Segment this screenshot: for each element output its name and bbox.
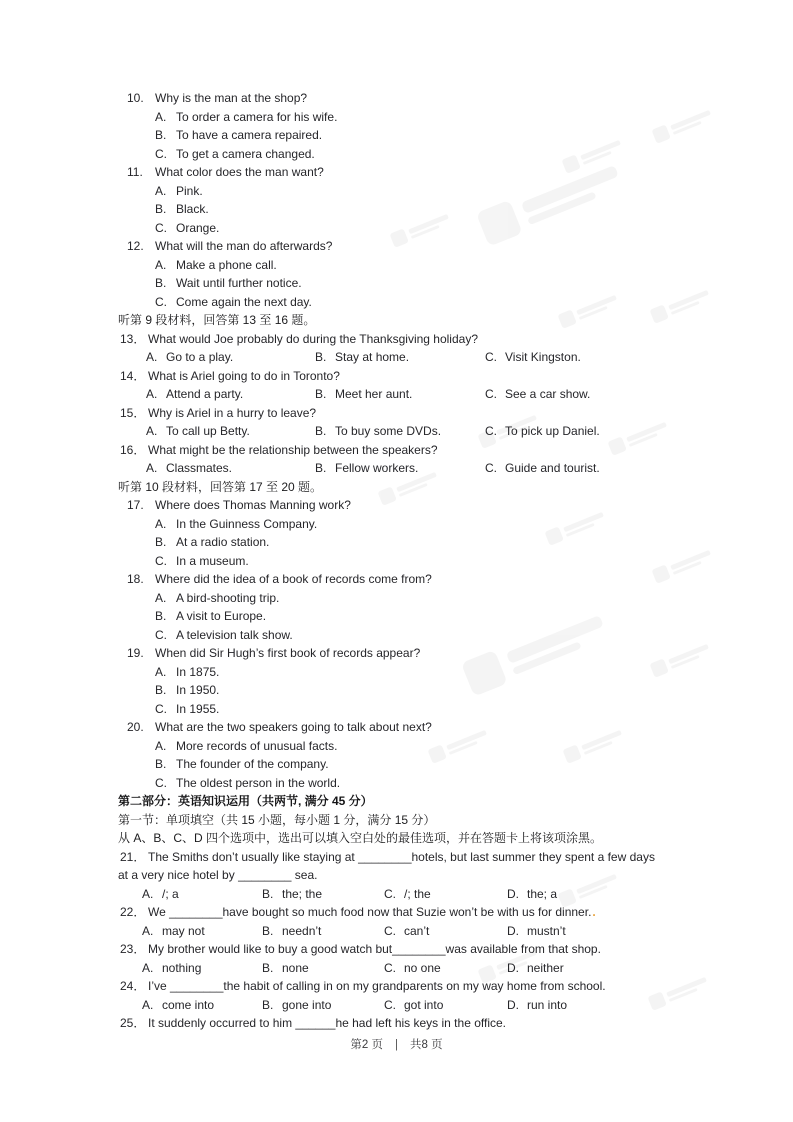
option-text: In a museum. <box>176 553 249 568</box>
question-text: What might be the relationship between the speakers? <box>148 442 438 457</box>
option-letter: C. <box>155 627 167 642</box>
question-line <box>118 367 766 386</box>
option-letter: B. <box>155 757 167 771</box>
option-text: In 1875. <box>176 664 220 679</box>
question-text: What color does the man want? <box>155 165 324 179</box>
answer-option <box>118 589 766 608</box>
option-letter: C. <box>155 294 167 309</box>
option-letter: A. <box>155 183 167 198</box>
answer-option <box>485 459 600 478</box>
option-text: nothing <box>162 960 202 975</box>
question-text: When did Sir Hugh’s first book of records appear? <box>155 646 421 660</box>
answer-option <box>118 182 766 201</box>
footer-page-number: 第2 页 <box>350 1039 383 1051</box>
answer-option <box>118 533 766 552</box>
question-text: Why is Ariel in a hurry to leave? <box>148 405 317 420</box>
option-letter: A. <box>155 257 167 272</box>
option-letter: A. <box>146 424 158 438</box>
option-letter: B. <box>315 461 327 475</box>
answer-options-row <box>118 422 766 441</box>
option-text: run into <box>527 997 568 1012</box>
question-text: It suddenly occurred to him ______he had left his keys in the office. <box>148 1016 506 1030</box>
option-text: Attend a party. <box>166 387 244 401</box>
answer-option <box>485 348 581 367</box>
answer-option <box>118 552 766 571</box>
option-letter: A. <box>146 461 158 475</box>
question-text: What will the man do afterwards? <box>155 239 333 253</box>
option-text: needn’t <box>282 923 322 938</box>
question-number: 12. <box>127 239 144 253</box>
option-letter: A. <box>142 923 154 938</box>
option-letter: A. <box>142 997 154 1012</box>
option-letter: B. <box>315 424 327 438</box>
option-text: Fellow workers. <box>335 461 419 475</box>
answer-option <box>118 200 766 219</box>
answer-option <box>118 126 766 145</box>
option-text: the; the <box>282 886 323 901</box>
option-text: Come again the next day. <box>176 294 312 309</box>
question-text: We ________have bought so much food now that Suzie won’t be with us for dinner. <box>148 905 592 919</box>
question-text: What would Joe probably do during the Thanksgiving holiday? <box>148 331 478 346</box>
question-text: The Smiths don’t usually like staying at ________hotels, but last summer they spent a few days <box>148 849 655 864</box>
answer-option <box>118 681 766 700</box>
option-text: The founder of the company. <box>176 757 329 771</box>
question-line <box>118 644 766 663</box>
option-letter: C. <box>155 553 167 568</box>
option-letter: D. <box>507 960 519 975</box>
question-text: What are the two speakers going to talk about next? <box>155 720 432 734</box>
question-line <box>118 441 766 460</box>
option-text: may not <box>162 923 205 938</box>
question-text: Where did the idea of a book of records come from? <box>155 572 432 586</box>
option-letter: A. <box>155 590 167 605</box>
option-text: A bird-shooting trip. <box>176 590 280 605</box>
answer-option <box>118 293 766 312</box>
option-letter: B. <box>155 609 167 623</box>
question-number: 16． <box>120 442 146 457</box>
answer-options-row <box>118 459 766 478</box>
answer-option <box>384 996 443 1015</box>
question-line <box>118 1014 766 1033</box>
option-text: In 1955. <box>176 701 220 716</box>
question-number: 10. <box>127 91 144 105</box>
answer-option <box>118 774 766 793</box>
answer-options-row <box>118 996 766 1015</box>
option-letter: C. <box>485 461 497 475</box>
option-letter: B. <box>315 350 327 364</box>
question-line <box>118 237 766 256</box>
option-text: come into <box>162 997 215 1012</box>
option-text: mustn’t <box>527 923 566 938</box>
answer-option <box>315 422 441 441</box>
option-text: Guide and tourist. <box>505 461 600 475</box>
answer-option <box>142 885 179 904</box>
answer-option <box>262 959 309 978</box>
option-letter: C. <box>485 350 497 364</box>
section-one-instruction: 从 A、B、C、D 四个选项中，选出可以填入空白处的最佳选项，并在答题卡上将该项涂黑。 <box>118 831 603 845</box>
question-line <box>118 330 766 349</box>
option-text: A television talk show. <box>176 627 293 642</box>
option-letter: B. <box>155 276 167 290</box>
question-line <box>118 163 766 182</box>
option-letter: C. <box>155 146 167 161</box>
option-letter: A. <box>146 350 158 364</box>
question-number: 23． <box>120 942 146 956</box>
option-letter: C. <box>384 923 396 938</box>
option-text: A visit to Europe. <box>176 609 267 623</box>
answer-option <box>118 219 766 238</box>
footer-total-pages: 共8 页 <box>410 1039 443 1051</box>
answer-option <box>507 922 566 941</box>
option-letter: C. <box>155 701 167 716</box>
question-line <box>118 89 766 108</box>
question-number: 19. <box>127 646 144 660</box>
question-number: 24． <box>120 979 146 993</box>
question-number: 17. <box>127 498 144 512</box>
answer-option <box>118 256 766 275</box>
answer-option <box>142 996 214 1015</box>
option-text: Go to a play. <box>166 350 234 364</box>
option-letter: D. <box>507 923 519 938</box>
answer-option <box>262 922 321 941</box>
option-letter: C. <box>485 424 497 438</box>
answer-option <box>118 274 766 293</box>
option-text: In the Guinness Company. <box>176 516 318 531</box>
question-number: 13． <box>120 331 146 346</box>
option-letter: A. <box>155 516 167 531</box>
option-text: the; a <box>527 886 558 901</box>
answer-option <box>507 996 567 1015</box>
answer-options-row <box>118 348 766 367</box>
question-text: My brother would like to buy a good watch but________was available from that shop. <box>148 942 601 956</box>
option-text: no one <box>404 960 441 975</box>
option-text: See a car show. <box>505 387 591 401</box>
answer-option <box>118 515 766 534</box>
answer-option <box>118 663 766 682</box>
answer-option <box>142 959 201 978</box>
option-text: The oldest person in the world. <box>176 775 341 790</box>
option-letter: B. <box>155 683 167 697</box>
answer-option <box>118 737 766 756</box>
option-letter: B. <box>262 960 274 975</box>
answer-option <box>507 959 564 978</box>
option-text: can’t <box>404 923 430 938</box>
option-text: To have a camera repaired. <box>176 128 323 142</box>
question-number: 18. <box>127 572 144 586</box>
question-number: 15． <box>120 405 146 420</box>
option-text: Visit Kingston. <box>505 350 581 364</box>
footer-separator: | <box>395 1039 398 1051</box>
answer-option <box>485 422 600 441</box>
question-line <box>118 718 766 737</box>
option-text: /; the <box>404 886 431 901</box>
option-letter: B. <box>155 128 167 142</box>
option-letter: D. <box>507 997 519 1012</box>
answer-option <box>384 959 441 978</box>
option-letter: B. <box>262 997 274 1012</box>
answer-option <box>262 885 322 904</box>
option-letter: B. <box>155 202 167 216</box>
option-letter: C. <box>485 387 497 401</box>
option-text: To pick up Daniel. <box>505 424 600 438</box>
option-text: Pink. <box>176 183 203 198</box>
answer-option <box>142 922 205 941</box>
answer-option <box>118 145 766 164</box>
option-text: Orange. <box>176 220 220 235</box>
answer-options-row <box>118 385 766 404</box>
option-text: got into <box>404 997 444 1012</box>
option-letter: C. <box>155 220 167 235</box>
question-text: Where does Thomas Manning work? <box>155 498 351 512</box>
option-text: To buy some DVDs. <box>335 424 442 438</box>
option-letter: B. <box>155 535 167 549</box>
question-line <box>118 848 766 867</box>
answer-option <box>485 385 590 404</box>
listening-section-10-header: 听第 10 段材料，回答第 17 至 20 题。 <box>118 479 323 494</box>
option-text: To call up Betty. <box>166 424 250 438</box>
exam-body <box>118 89 766 1033</box>
part-two-header: 第二部分：英语知识运用（共两节, 满分 45 分） <box>118 794 373 808</box>
option-letter: B. <box>315 387 327 401</box>
answer-option <box>146 459 232 478</box>
option-text: Stay at home. <box>335 350 410 364</box>
option-text: Wait until further notice. <box>176 276 302 290</box>
question-number: 22． <box>120 905 146 919</box>
answer-option <box>384 885 431 904</box>
option-letter: B. <box>262 923 274 938</box>
answer-option <box>118 700 766 719</box>
option-text: In 1950. <box>176 683 220 697</box>
answer-options-row <box>118 922 766 941</box>
listening-section-9-header: 听第 9 段材料，回答第 13 至 16 题。 <box>118 313 316 327</box>
question-text: I’ve ________the habit of calling in on my grandparents on my way home from school. <box>148 979 606 993</box>
question-text: What is Ariel going to do in Toronto? <box>148 368 340 383</box>
option-letter: C. <box>384 997 396 1012</box>
option-text: At a radio station. <box>176 535 270 549</box>
question-line <box>118 570 766 589</box>
option-text: none <box>282 960 309 975</box>
answer-option <box>118 108 766 127</box>
answer-option <box>146 385 243 404</box>
option-text: To get a camera changed. <box>176 146 315 161</box>
question-line <box>118 903 766 922</box>
option-letter: C. <box>384 886 396 901</box>
answer-option <box>146 422 250 441</box>
question-text: Why is the man at the shop? <box>155 91 308 105</box>
option-text: Black. <box>176 202 209 216</box>
question-number: 11. <box>127 165 143 179</box>
option-letter: B. <box>262 886 274 901</box>
section-one-header: 第一节：单项填空（共 15 小题，每小题 1 分，满分 15 分） <box>118 812 436 827</box>
option-text: neither <box>527 960 564 975</box>
option-letter: A. <box>155 738 167 753</box>
answer-option <box>507 885 557 904</box>
option-letter: C. <box>155 775 167 790</box>
option-letter: D. <box>507 886 519 901</box>
answer-option <box>146 348 233 367</box>
answer-option <box>118 626 766 645</box>
question-line <box>118 496 766 515</box>
option-letter: A. <box>146 387 158 401</box>
option-letter: A. <box>155 664 167 679</box>
answer-option <box>315 348 409 367</box>
question-text-continued: at a very nice hotel by ________ sea. <box>118 868 318 882</box>
question-line <box>118 940 766 959</box>
question-number: 25． <box>120 1016 146 1030</box>
option-text: Classmates. <box>166 461 233 475</box>
question-line <box>118 404 766 423</box>
page-footer <box>0 1036 793 1052</box>
answer-options-row <box>118 959 766 978</box>
answer-option <box>262 996 331 1015</box>
answer-option <box>315 459 418 478</box>
option-text: Make a phone call. <box>176 257 277 272</box>
option-text: To order a camera for his wife. <box>176 109 338 124</box>
option-letter: A. <box>142 960 154 975</box>
answer-option <box>118 755 766 774</box>
option-letter: C. <box>384 960 396 975</box>
answer-option <box>315 385 412 404</box>
option-letter: A. <box>155 109 167 124</box>
question-number: 20. <box>127 720 144 734</box>
option-text: gone into <box>282 997 332 1012</box>
answer-options-row <box>118 885 766 904</box>
option-text: /; a <box>162 886 179 901</box>
question-number: 14． <box>120 368 146 383</box>
answer-option <box>118 607 766 626</box>
question-line <box>118 977 766 996</box>
option-text: Meet her aunt. <box>335 387 413 401</box>
option-text: More records of unusual facts. <box>176 738 338 753</box>
highlight-dot: . <box>592 905 596 919</box>
option-letter: A. <box>142 886 154 901</box>
question-number: 21． <box>120 849 146 864</box>
answer-option <box>384 922 429 941</box>
